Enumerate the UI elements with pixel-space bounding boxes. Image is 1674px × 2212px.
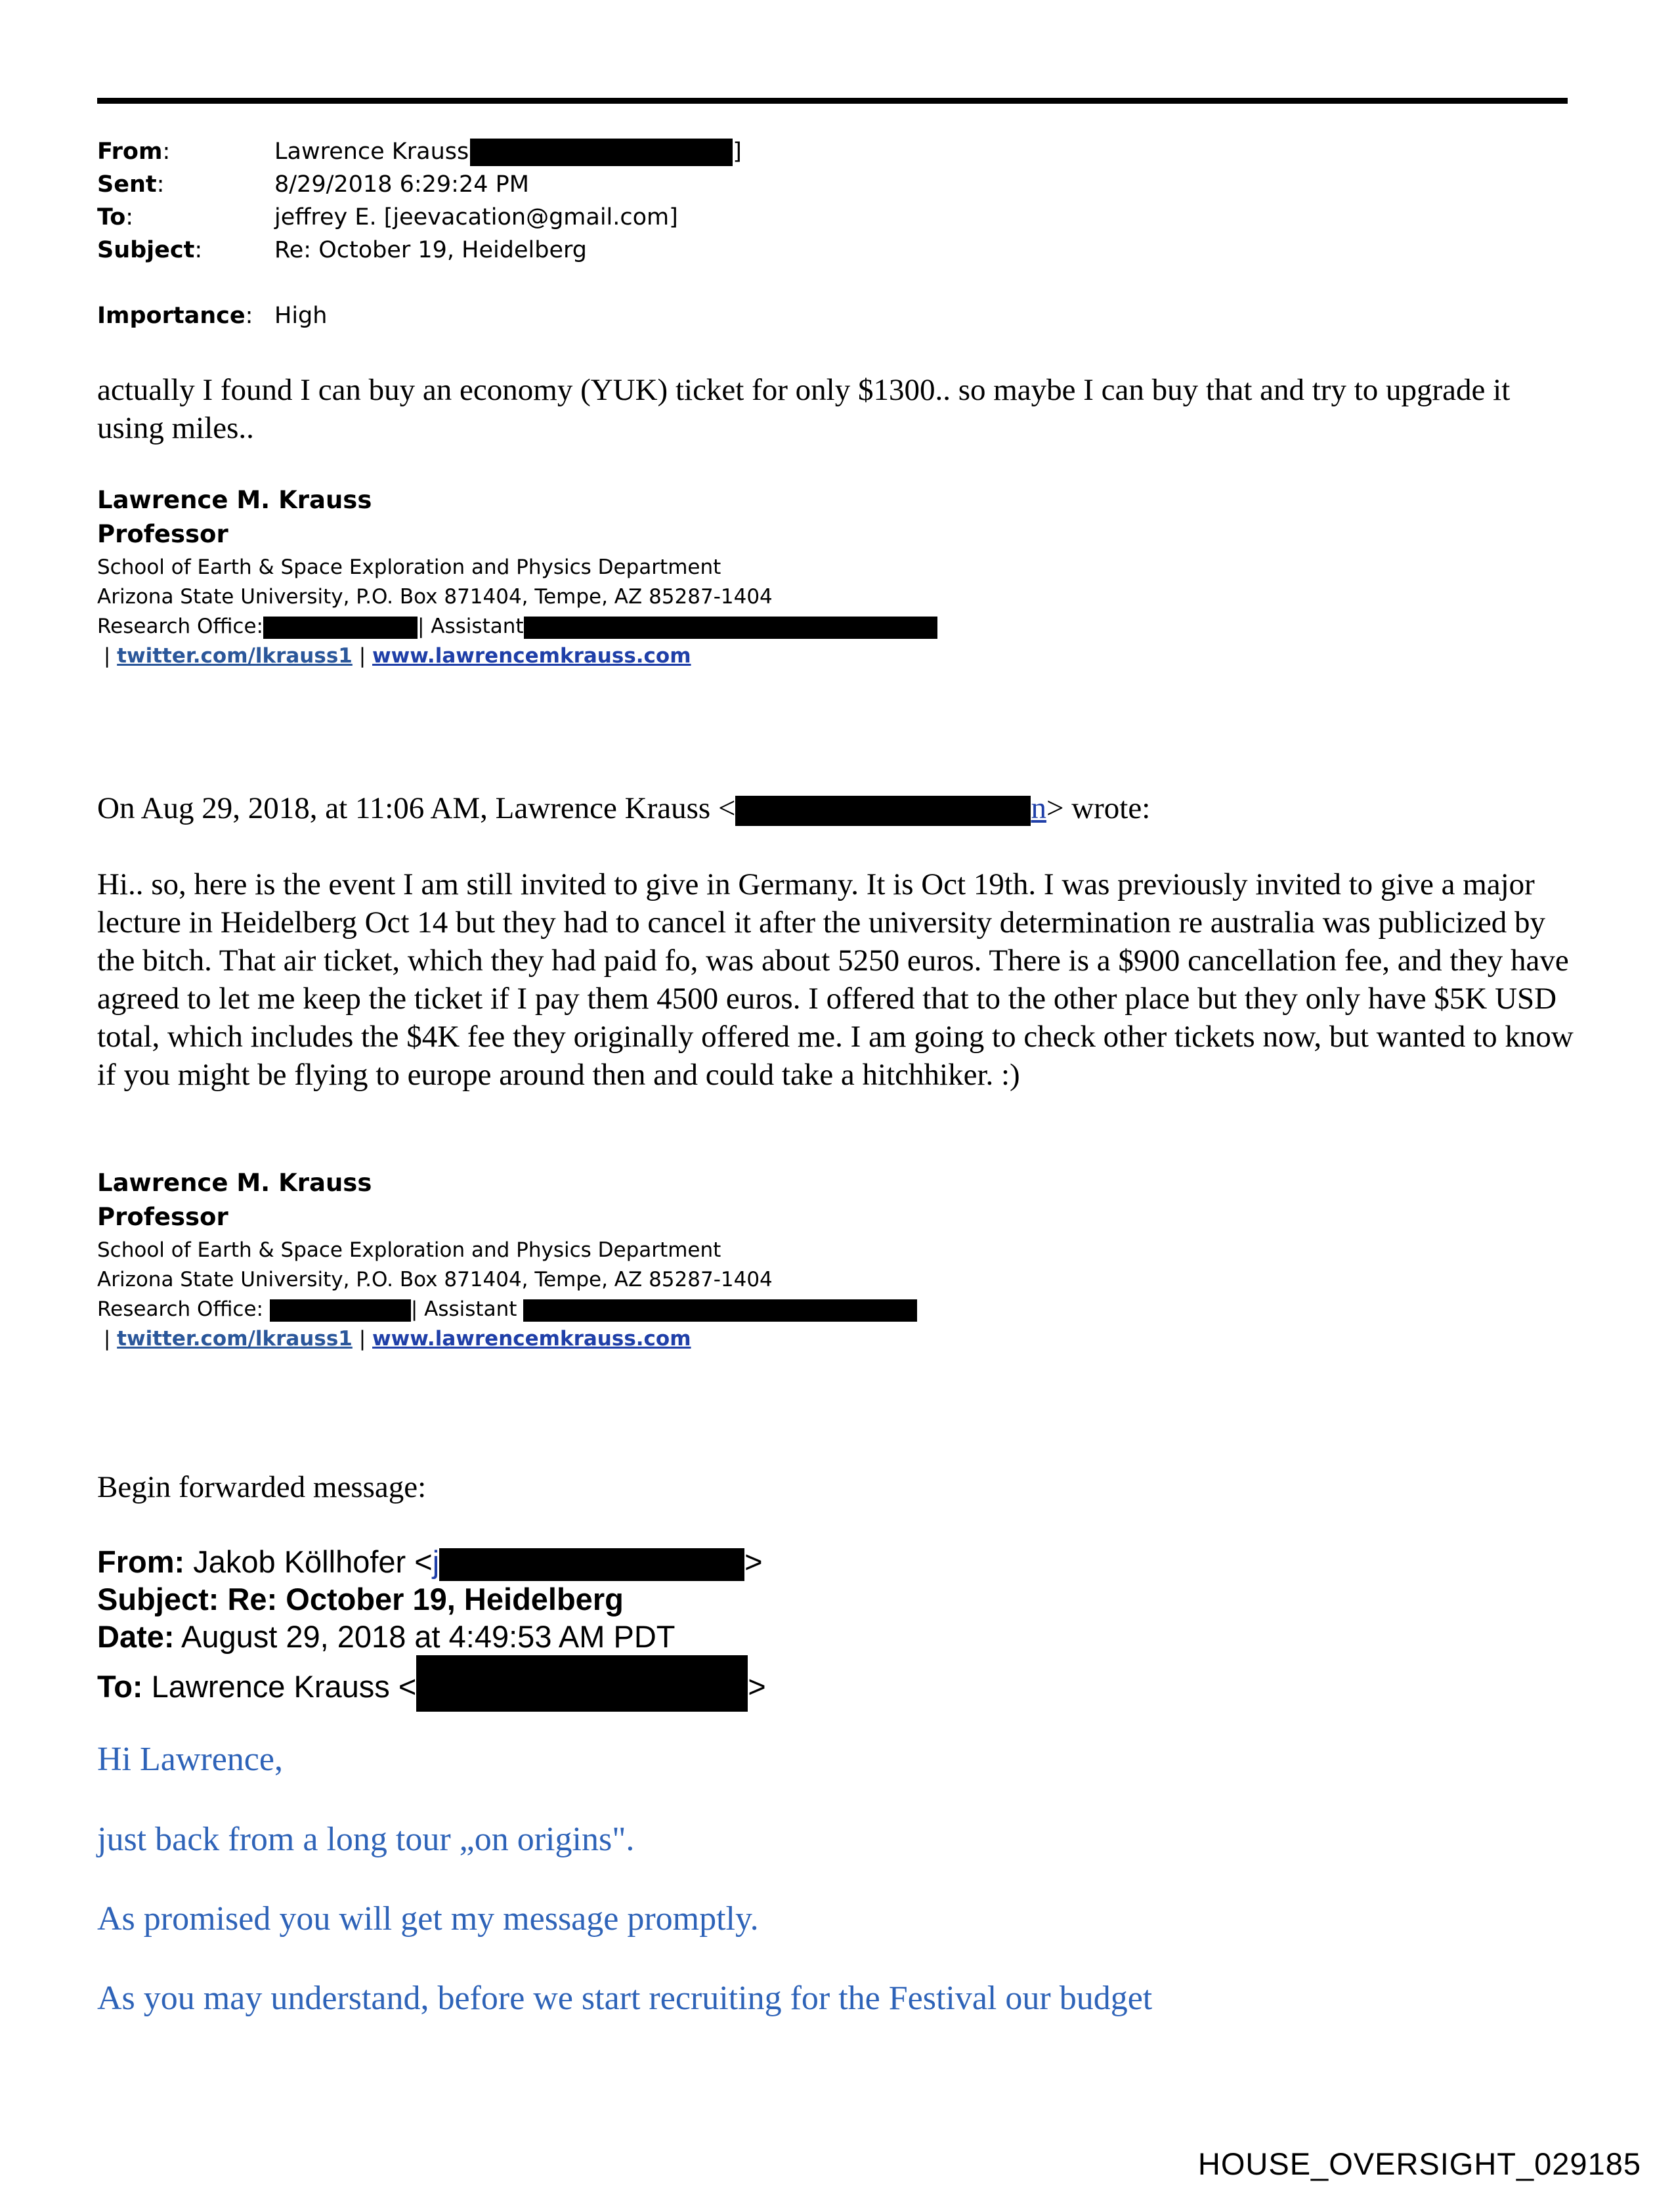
signature-title: Professor bbox=[97, 520, 228, 548]
redaction bbox=[416, 1655, 748, 1712]
forwarded-intro: Begin forwarded message: bbox=[97, 1470, 427, 1504]
twitter-link[interactable]: twitter.com/lkrauss1 bbox=[117, 1327, 353, 1351]
signature-address: Arizona State University, P.O. Box 871404, Tempe, AZ 85287-1404 bbox=[97, 585, 773, 609]
redaction bbox=[470, 139, 733, 166]
forwarded-from-row: From: Jakob Köllhofer <j > bbox=[97, 1543, 763, 1581]
forwarded-date-row: Date: August 29, 2018 at 4:49:53 AM PDT bbox=[97, 1619, 676, 1654]
bates-number: HOUSE_OVERSIGHT_029185 bbox=[1197, 2146, 1641, 2181]
signature-address: Arizona State University, P.O. Box 871404, Tempe, AZ 85287-1404 bbox=[97, 1268, 773, 1291]
signature-name: Lawrence M. Krauss bbox=[97, 1169, 372, 1197]
redaction bbox=[523, 1299, 917, 1322]
from-label: From: bbox=[97, 139, 171, 165]
message-greeting: Hi Lawrence, bbox=[97, 1741, 283, 1778]
subject-value: Re: October 19, Heidelberg bbox=[274, 237, 587, 263]
signature-dept: School of Earth & Space Exploration and Physics Department bbox=[97, 1238, 721, 1262]
header-rule bbox=[97, 98, 1568, 104]
importance-label: Importance: bbox=[97, 303, 253, 329]
signature-contact-line: Research Office: | Assistant bbox=[97, 1297, 917, 1322]
twitter-link[interactable]: twitter.com/lkrauss1 bbox=[117, 644, 353, 668]
signature-contact-line: Research Office: | Assistant bbox=[97, 615, 937, 639]
signature-links: | twitter.com/lkrauss1 | www.lawrencemkrauss.com bbox=[97, 644, 691, 668]
subject-label: Subject: bbox=[97, 237, 203, 263]
forwarded-subject-row: Subject: Re: October 19, Heidelberg bbox=[97, 1582, 624, 1616]
redaction bbox=[439, 1548, 744, 1581]
to-label: To: bbox=[97, 204, 134, 230]
sent-label: Sent: bbox=[97, 171, 165, 198]
signature-title: Professor bbox=[97, 1203, 228, 1231]
message-line-1: just back from a long tour „on origins". bbox=[97, 1821, 635, 1858]
forwarded-to-row: To: Lawrence Krauss < > bbox=[97, 1655, 766, 1712]
website-link[interactable]: www.lawrencemkrauss.com bbox=[372, 644, 691, 668]
quoted-intro: On Aug 29, 2018, at 11:06 AM, Lawrence Krauss < n> wrote: bbox=[97, 791, 1151, 825]
redaction bbox=[735, 796, 1031, 826]
message-line-3: As you may understand, before we start recruiting for the Festival our budget bbox=[97, 1980, 1153, 2017]
quoted-body: Hi.. so, here is the event I am still invited to give in Germany. It is Oct 19th. I was previously invited to give a major lecture in Heidelberg Oct 14 but they had to cancel it after the university determination re australia was publicized by the bitch. That air ticket, which they had paid fo, was about 5250 euros. There is a $900 cancellation fee, and they have agreed to let me keep the ticket if I pay them 4500 euros. I offered that to the other place but they only have $5K USD total, which includes the $4K fee they originally offered me. I am going to check other tickets now, but wanted to know if you might be flying to europe around then and could take a hitchhiker. :) bbox=[97, 867, 1574, 1092]
reply-body: actually I found I can buy an economy (YUK) ticket for only $1300.. so maybe I can buy that and try to upgrade it using miles.. bbox=[97, 373, 1511, 445]
redaction bbox=[524, 617, 937, 639]
redaction bbox=[270, 1299, 411, 1322]
signature-links: | twitter.com/lkrauss1 | www.lawrencemkrauss.com bbox=[97, 1327, 691, 1351]
message-line-2: As promised you will get my message promptly. bbox=[97, 1900, 759, 1938]
sent-value: 8/29/2018 6:29:24 PM bbox=[274, 171, 529, 198]
importance-value: High bbox=[274, 303, 328, 329]
redaction bbox=[263, 617, 418, 639]
signature-name: Lawrence M. Krauss bbox=[97, 486, 372, 514]
to-value: jeffrey E. [jeevacation@gmail.com] bbox=[274, 204, 678, 230]
signature-dept: School of Earth & Space Exploration and Physics Department bbox=[97, 555, 721, 579]
website-link[interactable]: www.lawrencemkrauss.com bbox=[372, 1327, 691, 1351]
from-value: Lawrence Krauss ] bbox=[274, 139, 742, 165]
